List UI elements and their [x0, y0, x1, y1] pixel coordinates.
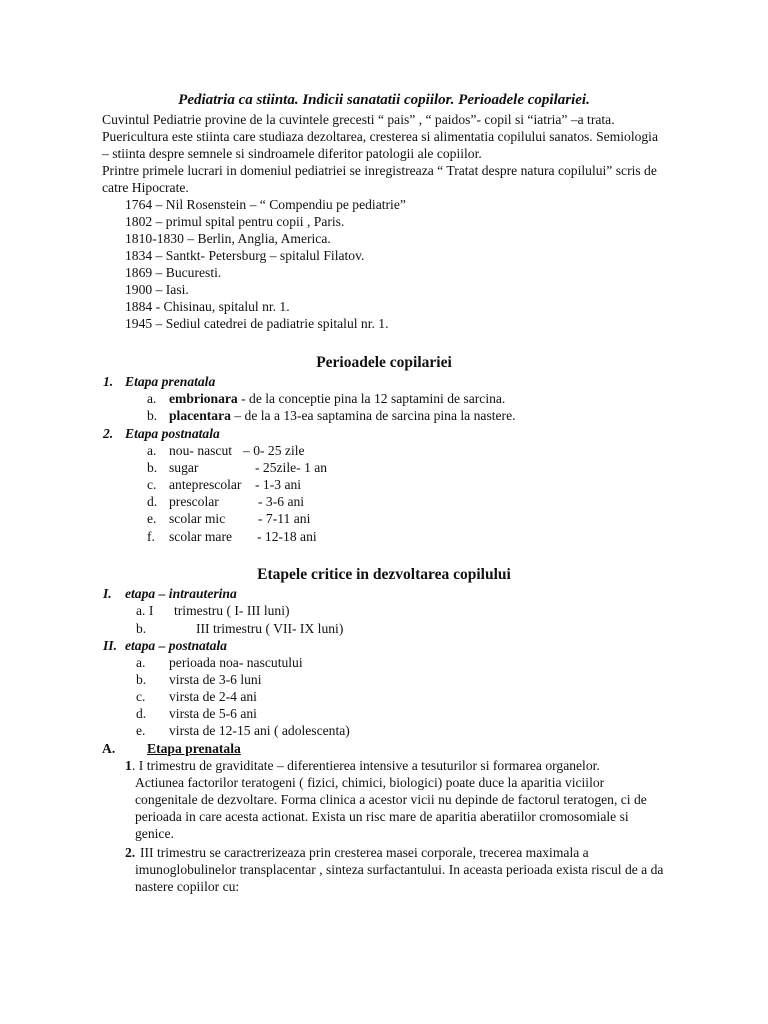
part-title: Etapa prenatala	[147, 741, 241, 756]
period-range: - 3-6 ani	[258, 494, 305, 509]
list-item: III trimestru ( VII- IX luni)	[196, 621, 344, 636]
history-item: 1802 – primul spital pentru copii , Paris.	[125, 214, 345, 229]
paragraph-line: imunoglobulinelor transplacentar , sinteza surfactantului. In aceasta perioada exista riscul de a da	[135, 862, 664, 877]
period-name: prescolar	[169, 494, 219, 509]
period-range: – 0- 25 zile	[243, 443, 305, 458]
section-heading: Etapele critice in dezvoltarea copilului	[257, 566, 511, 583]
stage-number: I.	[103, 586, 112, 601]
list-term: embrionara	[169, 391, 238, 406]
list-letter: b.	[136, 621, 147, 636]
paragraph-line: . I trimestru de graviditate – diferentierea intensive a tesuturilor si formarea organelor.	[132, 758, 600, 773]
list-letter: b.	[147, 460, 158, 475]
list-letter: e.	[147, 511, 157, 526]
section-heading: Perioadele copilariei	[316, 354, 452, 371]
list-item: virsta de 5-6 ani	[169, 706, 257, 721]
period-name: sugar	[169, 460, 199, 475]
intro-line: Printre primele lucrari in domeniul pediatriei se inregistreaza “ Tratat despre natura copilului” scris de	[102, 163, 657, 178]
intro-line: Cuvintul Pediatrie provine de la cuvintele grecesti “ pais” , “ paidos”- copil si “iatria” –a trata.	[102, 112, 615, 127]
intro-line: catre Hipocrate.	[102, 180, 189, 195]
list-item	[169, 407, 516, 424]
list-letter: a. I	[136, 603, 154, 618]
period-range: - 12-18 ani	[257, 529, 317, 544]
period-range: - 25zile- 1 an	[255, 460, 328, 475]
list-letter: a.	[136, 655, 146, 670]
list-letter: b.	[147, 408, 158, 423]
stage-title: etapa – intrauterina	[125, 586, 237, 601]
list-item	[169, 390, 505, 407]
list-item: perioada noa- nascutului	[169, 655, 303, 670]
intro-line: Puericultura este stiinta care studiaza dezoltarea, cresterea si alimentatia copilului sanatos. Semiologia	[102, 129, 658, 144]
list-letter: d.	[147, 494, 158, 509]
period-name: scolar mare	[169, 529, 233, 544]
history-item: 1834 – Santkt- Petersburg – spitalul Filatov.	[125, 248, 365, 263]
list-letter: c.	[136, 689, 146, 704]
part-letter: A.	[102, 741, 116, 756]
period-name: anteprescolar	[169, 477, 242, 492]
history-item: 1869 – Bucuresti.	[125, 265, 222, 280]
paragraph-line: nastere copiilor cu:	[135, 879, 240, 894]
history-item: 1810-1830 – Berlin, Anglia, America.	[125, 231, 331, 246]
list-text: – de la a 13-ea saptamina de sarcina pina la nastere.	[230, 408, 516, 423]
period-name: nou- nascut	[169, 443, 233, 458]
paragraph-line: III trimestru se caractrerizeaza prin cresterea masei corporale, trecerea maximala a	[140, 845, 589, 860]
stage-number: 1.	[103, 374, 114, 389]
list-item: virsta de 12-15 ani ( adolescenta)	[169, 723, 350, 738]
period-name: scolar mic	[169, 511, 226, 526]
document-title: Pediatria ca stiinta. Indicii sanatatii copiilor. Perioadele copilariei.	[178, 92, 590, 108]
history-item: 1884 - Chisinau, spitalul nr. 1.	[125, 299, 290, 314]
stage-number: 2.	[103, 426, 114, 441]
history-item: 1764 – Nil Rosenstein – “ Compendiu pe pediatrie”	[125, 197, 406, 212]
paragraph-line: congenitale de dezvoltare. Forma clinica a acestor vicii nu depinde de factorul teratogen, ci de	[135, 792, 647, 807]
list-item: trimestru ( I- III luni)	[174, 603, 290, 618]
stage-title: Etapa postnatala	[125, 426, 220, 441]
list-item: virsta de 3-6 luni	[169, 672, 262, 687]
list-letter: a.	[147, 443, 157, 458]
list-term: placentara	[169, 408, 231, 423]
list-letter: c.	[147, 477, 157, 492]
period-range: - 1-3 ani	[255, 477, 302, 492]
list-letter: b.	[136, 672, 147, 687]
paragraph-line: Actiunea factorilor teratogeni ( fizici, chimici, biologici) poate duce la aparitia viciilor	[135, 775, 605, 790]
list-letter: e.	[136, 723, 146, 738]
paragraph-number: 2.	[125, 845, 136, 860]
list-letter: a.	[147, 391, 157, 406]
list-letter: d.	[136, 706, 147, 721]
stage-title: etapa – postnatala	[125, 638, 227, 653]
period-range: - 7-11 ani	[258, 511, 311, 526]
list-letter: f.	[147, 529, 155, 544]
history-item: 1900 – Iasi.	[125, 282, 189, 297]
paragraph-line: perioada in care acesta actionat. Exista un risc mare de aparitia aberatiilor cromosomiale si	[135, 809, 629, 824]
paragraph-number: 1	[125, 758, 132, 773]
list-item: virsta de 2-4 ani	[169, 689, 257, 704]
stage-number: II.	[103, 638, 117, 653]
stage-title: Etapa prenatala	[125, 374, 216, 389]
list-text: - de la conceptie pina la 12 saptamini de sarcina.	[237, 391, 506, 406]
history-item: 1945 – Sediul catedrei de padiatrie spitalul nr. 1.	[125, 316, 389, 331]
paragraph-line: genice.	[135, 826, 174, 841]
intro-line: – stiinta despre semnele si sindroamele diferitor patologii ale copiilor.	[102, 146, 482, 161]
